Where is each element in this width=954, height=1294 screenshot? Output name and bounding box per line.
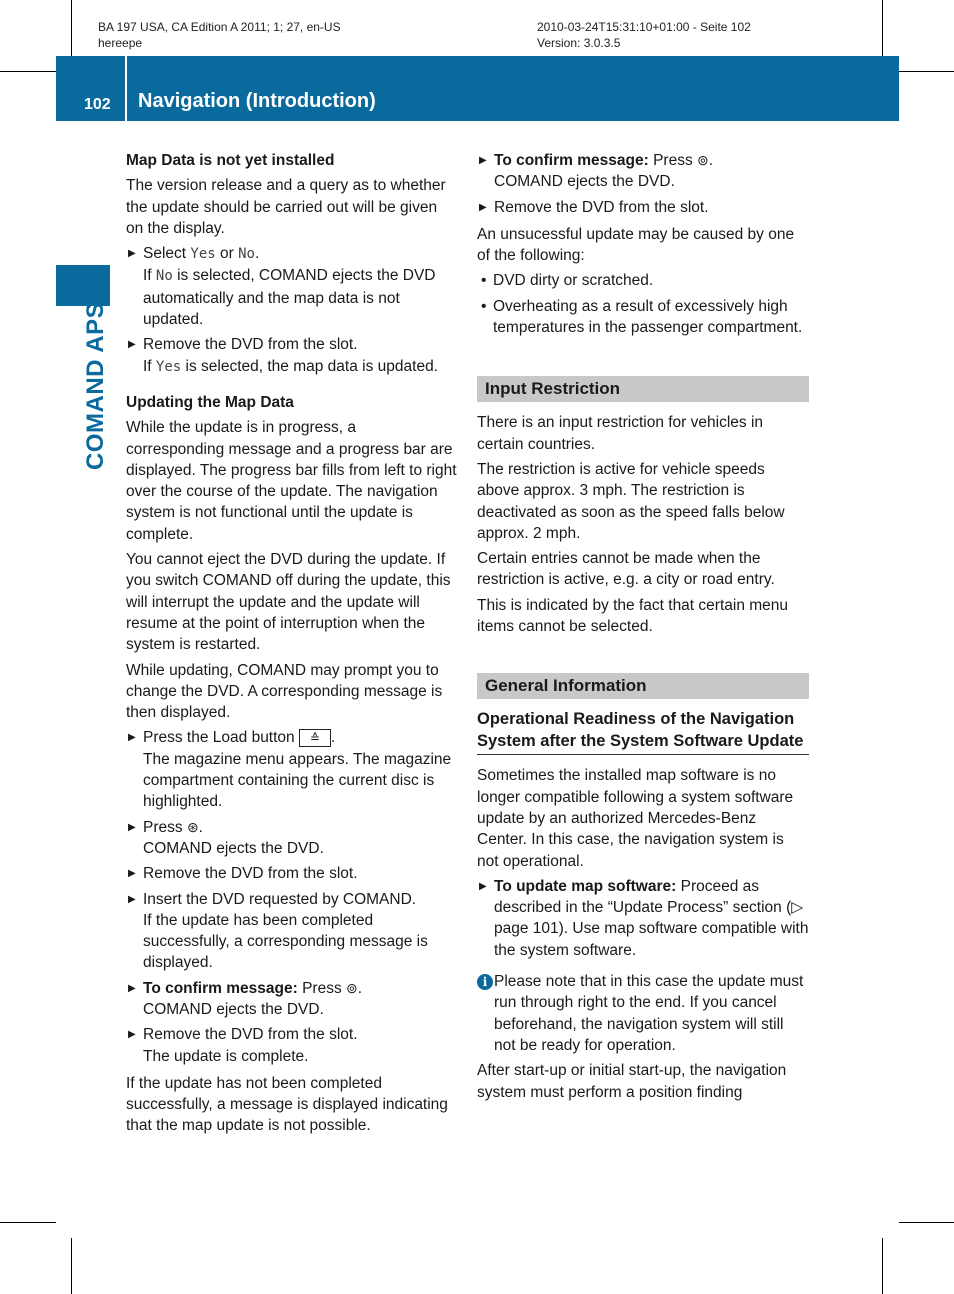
paragraph: The version release and a query as to whether the update should be carried out will be given on the display. xyxy=(126,177,446,237)
left-column xyxy=(126,150,458,1141)
print-meta-right xyxy=(537,19,751,51)
crop-mark xyxy=(882,0,883,56)
paragraph: While the update is in progress, a corresponding message and a progress bar are displayed. The progress bar fills from left to right over the course of the update. The navigation system is not functional until the update is complete. xyxy=(126,419,457,543)
heading-updating-map-data: Updating the Map Data xyxy=(126,393,294,411)
side-tab-label: COMAND APS xyxy=(82,301,109,470)
step-arrow-icon: ▶ xyxy=(128,248,136,260)
info-icon: i xyxy=(477,974,493,990)
side-block xyxy=(56,265,110,306)
controller-press-icon: ⊚ xyxy=(346,979,358,996)
step-arrow-icon: ▶ xyxy=(128,732,136,744)
step: ▶ To update map software: Proceed as described in the “Update Process” section (▷ page 101). Use map software compatible with the system software. xyxy=(479,877,809,959)
step-arrow-icon: ▶ xyxy=(479,880,487,892)
step: ▶ Insert the DVD requested by COMAND. If the update has been completed successfully, a corresponding message is displayed. xyxy=(128,890,428,972)
ok-button-icon: ⊛ xyxy=(186,818,199,835)
controller-press-icon: ⊚ xyxy=(697,152,709,168)
heading-input-restriction: Input Restriction xyxy=(477,376,809,402)
paragraph: While updating, COMAND may prompt you to change the DVD. A corresponding message is then displayed. xyxy=(126,661,443,722)
option-yes: Yes xyxy=(190,246,216,263)
info-note: i Please note that in this case the update must run through right to the end. If you cancel beforehand, the navigation system will still not be ready for operation. xyxy=(477,971,809,1056)
step-arrow-icon: ▶ xyxy=(479,201,487,213)
bullet-item: • DVD dirty or scratched. xyxy=(481,272,654,290)
step: ▶ Remove the DVD from the slot. If Yes is selected, the map data is updated. xyxy=(128,336,438,375)
step: ▶ Press ⊛. COMAND ejects the DVD. xyxy=(128,818,324,857)
heading-map-not-installed: Map Data is not yet installed xyxy=(126,152,335,169)
step: ▶ Select Yes or No. If No is selected, COMAND ejects the DVD automatically and the map data is not updated. xyxy=(128,245,436,329)
step-arrow-icon: ▶ xyxy=(128,1029,136,1041)
step: ▶ Remove the DVD from the slot. xyxy=(128,865,358,883)
bullet-item: • Overheating as a result of excessively high temperatures in the passenger compartment. xyxy=(481,297,803,337)
right-column xyxy=(477,150,809,1107)
step-arrow-icon: ▶ xyxy=(128,982,136,994)
heading-operational-readiness: Operational Readiness of the Navigation System after the System Software Update xyxy=(477,709,809,755)
paragraph: An unsucessful update may be caused by one of the following: xyxy=(477,225,795,265)
paragraph: Certain entries cannot be made when the restriction is active, e.g. a city or road entry. xyxy=(477,550,775,589)
step: ▶ To confirm message: Press ⊚. COMAND ejects the DVD. xyxy=(128,979,363,1018)
heading-general-information: General Information xyxy=(477,673,809,699)
crop-mark xyxy=(899,71,954,72)
step-arrow-icon: ▶ xyxy=(128,821,136,833)
step: ▶ Press the Load button ≙ . The magazine menu appears. The magazine compartment containing the current disc is highlighted. xyxy=(128,729,452,811)
page-number: 102 xyxy=(84,96,111,113)
step: ▶ Remove the DVD from the slot. xyxy=(479,198,709,216)
load-button-icon: ≙ xyxy=(299,729,331,747)
meta-right-line2: Version: 3.0.3.5 xyxy=(537,36,621,50)
paragraph: If the update has not been completed successfully, a message is displayed indicating that the map update is not possible. xyxy=(126,1074,448,1135)
meta-left-line2: hereepe xyxy=(98,36,143,50)
crop-mark xyxy=(882,1238,883,1294)
option-no: No xyxy=(238,246,255,263)
step: ▶ Remove the DVD from the slot. The update is complete. xyxy=(128,1026,358,1065)
step-arrow-icon: ▶ xyxy=(128,868,136,880)
paragraph: After start-up or initial start-up, the navigation system must perform a position finding xyxy=(477,1062,787,1101)
print-meta-left xyxy=(98,19,341,51)
crop-mark xyxy=(0,71,56,72)
paragraph: Sometimes the installed map software is no longer compatible following a system software update by an authorized Mercedes-Benz Center. In this case, the navigation system is not operational. xyxy=(477,767,794,870)
meta-right-line1: 2010-03-24T15:31:10+01:00 - Seite 102 xyxy=(537,20,751,34)
crop-mark xyxy=(71,1238,72,1294)
step-arrow-icon: ▶ xyxy=(128,339,136,351)
step: ▶ To confirm message: Press ⊚. COMAND ejects the DVD. xyxy=(479,152,714,191)
crop-mark xyxy=(899,1222,954,1223)
paragraph: You cannot eject the DVD during the update. If you switch COMAND off during the update, this will interrupt the update and the update will resume at the point of interruption when the system is restarted. xyxy=(126,551,451,654)
crop-mark xyxy=(71,0,72,56)
section-title: Navigation (Introduction) xyxy=(138,90,376,112)
step-arrow-icon: ▶ xyxy=(128,893,136,905)
paragraph: This is indicated by the fact that certain menu items cannot be selected. xyxy=(477,596,789,636)
paragraph: There is an input restriction for vehicles in certain countries. xyxy=(477,414,764,453)
meta-left-line1: BA 197 USA, CA Edition A 2011; 1; 27, en-US xyxy=(98,20,341,34)
header-separator xyxy=(125,56,127,121)
step-arrow-icon: ▶ xyxy=(479,155,487,166)
paragraph: The restriction is active for vehicle speeds above approx. 3 mph. The restriction is deactivated as soon as the speed falls below approx. 2 mph. xyxy=(477,460,785,542)
crop-mark xyxy=(0,1222,56,1223)
